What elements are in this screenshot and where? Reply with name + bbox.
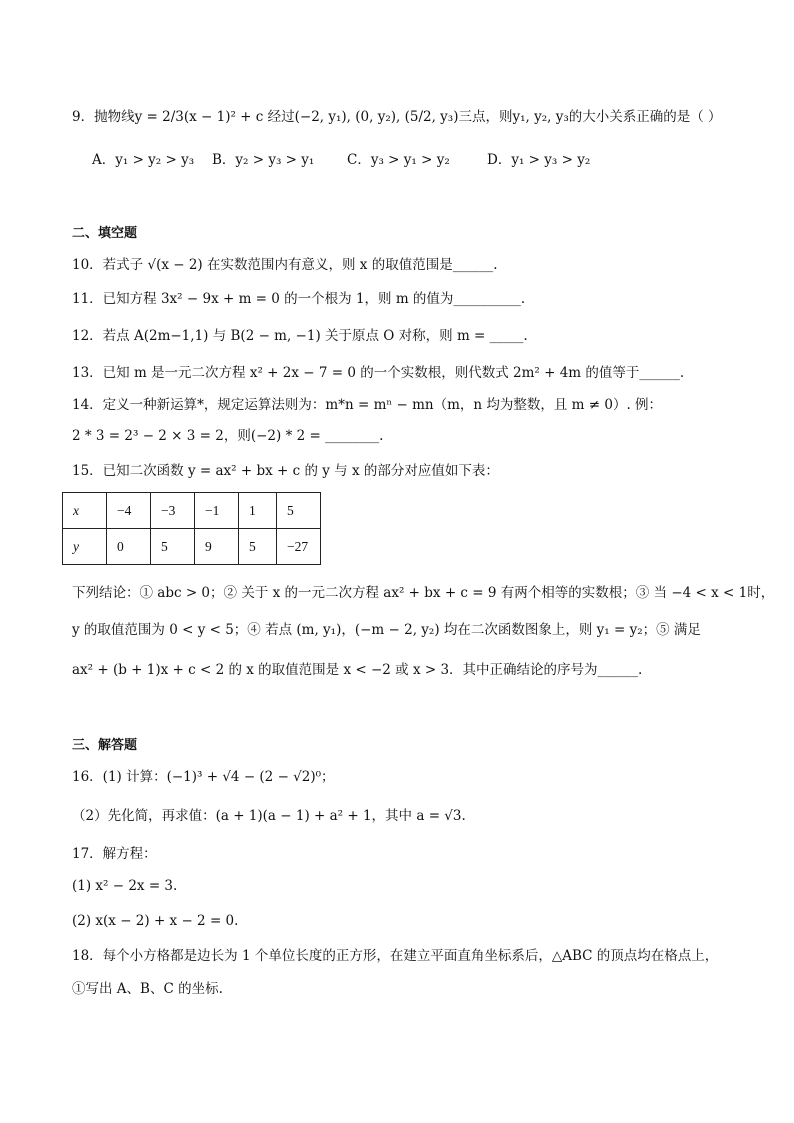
table-cell: 5 [239,529,277,565]
question-14-line-1: 14．定义一种新运算*，规定运算法则为：m*n = mⁿ − mn（m，n 均为整数，且 m ≠ 0）. 例： [72,397,663,413]
table-cell: −1 [195,493,239,529]
question-9-stem: 9．抛物线y = 2/3(x − 1)² + c 经过(−2, y₁), (0, y₂), (5/2, y₃)三点，则y₁, y₂, y₃的大小关系正确的是（ ） [72,109,722,125]
table-row-x [63,493,321,529]
table-header-x: x [63,493,107,529]
question-18-line-2: ①写出 A、B、C 的坐标. [72,981,223,997]
question-15-conclusions-1: 下列结论：① abc > 0；② 关于 x 的一元二次方程 ax² + bx + c = 9 有两个相等的实数根；③ 当 −4 < x < 1时， [72,585,775,601]
section-heading-solutions: 三、解答题 [72,738,138,753]
value-table [62,492,321,565]
question-17-part-2: (2) x(x − 2) + x − 2 = 0. [72,913,239,929]
table-cell: 5 [277,493,321,529]
question-17-title: 17．解方程： [72,846,157,862]
question-13: 13．已知 m 是一元二次方程 x² + 2x − 7 = 0 的一个实数根，则代数式 2m² + 4m 的值等于______. [72,365,685,381]
question-11: 11．已知方程 3x² − 9x + m = 0 的一个根为 1，则 m 的值为__________. [72,291,526,307]
question-15-intro: 15．已知二次函数 y = ax² + bx + c 的 y 与 x 的部分对应值如下表： [72,463,499,479]
section-heading-fill-in: 二、填空题 [72,226,138,241]
question-16-part-2: （2）先化简，再求值：(a + 1)(a − 1) + a² + 1，其中 a = √3. [72,808,466,824]
table-row-y [63,529,321,565]
question-12: 12．若点 A(2m−1,1) 与 B(2 − m, −1) 关于原点 O 对称，则 m = _____. [72,328,528,344]
table-cell: −4 [107,493,151,529]
question-14-line-2: 2 * 3 = 2³ − 2 × 3 = 2，则(−2) * 2 = ________. [72,428,384,444]
question-10: 10．若式子 √(x − 2) 在实数范围内有意义，则 x 的取值范围是______. [72,257,498,273]
q9-option-c: C．y₃ > y₁ > y₂ [347,152,450,168]
table-cell: 5 [151,529,195,565]
question-17-part-1: (1) x² − 2x = 3. [72,878,178,894]
q9-option-d: D．y₁ > y₃ > y₂ [487,152,591,168]
table-cell: 0 [107,529,151,565]
question-16-part-1: 16．(1) 计算：(−1)³ + √4 − (2 − √2)⁰； [72,769,335,785]
table-header-y: y [63,529,107,565]
question-15-conclusions-2: y 的取值范围为 0 < y < 5；④ 若点 (m, y₁)，(−m − 2, y₂) 均在二次函数图象上，则 y₁ = y₂；⑤ 满足 [72,622,701,638]
q9-option-a: A．y₁ > y₂ > y₃ [92,152,195,168]
question-18-line-1: 18．每个小方格都是边长为 1 个单位长度的正方形，在建立平面直角坐标系后，△ABC 的顶点均在格点上， [72,948,719,964]
table-cell: 9 [195,529,239,565]
table-cell: 1 [239,493,277,529]
q9-option-b: B．y₂ > y₃ > y₁ [212,152,315,168]
question-15-conclusions-3: ax² + (b + 1)x + c < 2 的 x 的取值范围是 x < −2 或 x > 3．其中正确结论的序号为______. [72,662,643,678]
table-cell: −3 [151,493,195,529]
table-cell: −27 [277,529,321,565]
